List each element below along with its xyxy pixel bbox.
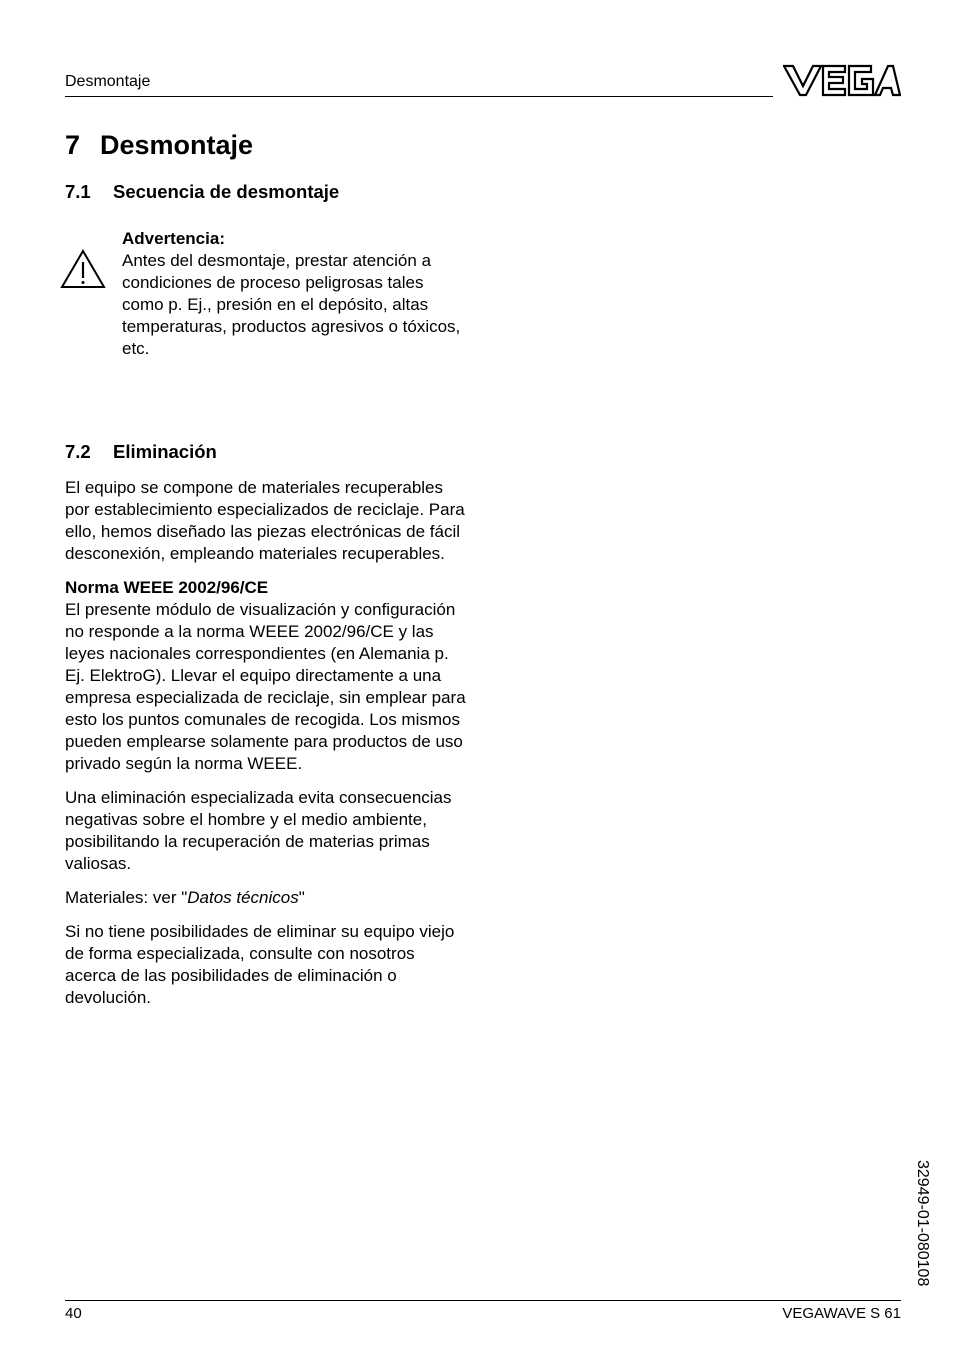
paragraph: Si no tiene posibilidades de eliminar su equipo viejo de forma especializada, consulte con nosotros acerca de las posibilidades de eliminación o devolución.	[65, 922, 455, 1007]
warning-text: Antes del desmontaje, prestar atención a condiciones de proceso peligrosas tales como p. Ej., presión en el depósito, altas temperaturas, productos agresivos o tóxicos, etc.	[122, 251, 461, 358]
vega-logo	[783, 62, 901, 98]
warning-label: Advertencia:	[122, 229, 225, 248]
weee-text: El presente módulo de visualización y configuración no responde a la norma WEEE 2002/96/CE y las leyes nacionales correspondientes (en Alemania p. Ej. ElektroG). Llevar el equipo directamente a una empresa especializada de reciclaje, sin emplear para esto los puntos comunales de recogida. Los mismos pueden emplearse solamente para productos de uso privado según la norma WEEE.	[65, 600, 466, 773]
disposal-text	[65, 477, 469, 1021]
materials-suffix: "	[298, 888, 305, 907]
product-name: VEGAWAVE S 61	[782, 1305, 901, 1322]
section-title-7-1	[65, 180, 339, 204]
header-rule	[65, 96, 773, 97]
weee-paragraph	[65, 577, 469, 775]
warning-triangle-icon	[60, 249, 106, 289]
footer-rule	[65, 1300, 901, 1301]
paragraph: El equipo se compone de materiales recuperables por establecimiento especializados de reciclaje. Para ello, hemos diseñado las piezas electrónicas de fácil desconexión, empleando materiales recuperables.	[65, 478, 465, 563]
paragraph: Una eliminación especializada evita consecuencias negativas sobre el hombre y el medio ambiente, posibilitando la recuperación de materias primas valiosas.	[65, 788, 452, 873]
chapter-number: 7	[65, 130, 81, 160]
materials-paragraph	[65, 887, 469, 909]
warning-block	[122, 228, 467, 360]
section-title-text: Secuencia de desmontaje	[113, 181, 340, 202]
weee-heading: Norma WEEE 2002/96/CE	[65, 578, 269, 597]
running-header: Desmontaje	[65, 73, 151, 90]
page-number: 40	[65, 1305, 82, 1322]
materials-reference: Datos técnicos	[187, 888, 299, 907]
document-code: 32949-01-080108	[914, 1160, 931, 1287]
section-number: 7.1	[65, 181, 91, 202]
section-title-7-2	[65, 440, 217, 464]
section-title-text: Eliminación	[113, 441, 217, 462]
section-number: 7.2	[65, 441, 91, 462]
chapter-title-text: Desmontaje	[100, 130, 254, 160]
chapter-title	[65, 127, 253, 163]
materials-prefix: Materiales: ver "	[65, 888, 188, 907]
